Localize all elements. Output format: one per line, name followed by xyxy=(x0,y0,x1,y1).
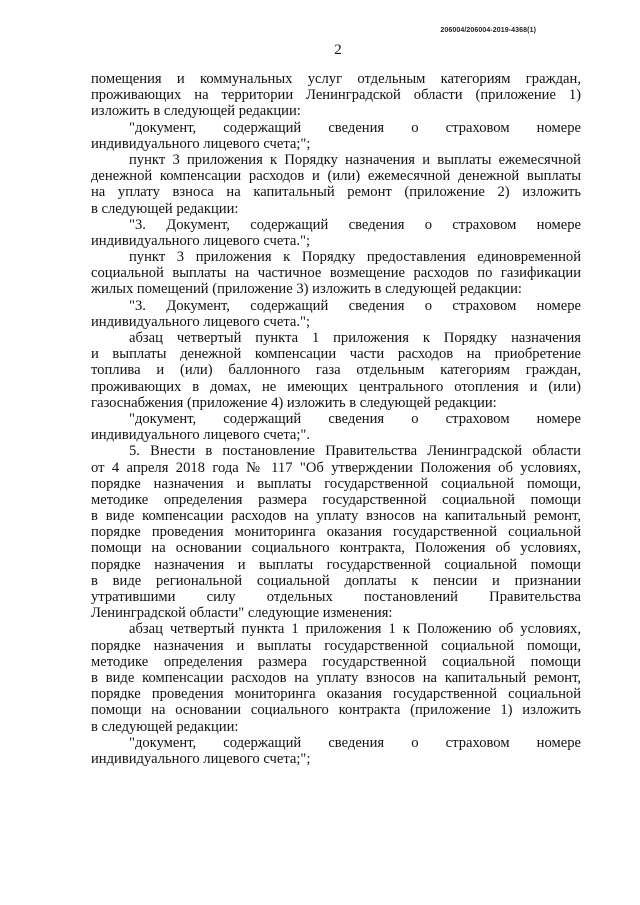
text-line: помещения и коммунальных услуг отдельным категориям граждан, xyxy=(91,71,581,87)
text-line: методике определения размера государственной социальной помощи xyxy=(91,491,581,508)
text-line: абзац четвертый пункта 1 приложения к Порядку назначения xyxy=(129,330,581,346)
text-line: на уплату взноса на капитальный ремонт (приложение 2) изложить xyxy=(91,184,581,201)
text-line: утратившими силу отдельных постановлений Правительства xyxy=(91,589,581,605)
text-line: помощи на основании социального контракта, Положения об условиях, xyxy=(91,540,581,557)
text-line: порядке назначения и выплаты государственной социальной помощи, xyxy=(91,475,581,492)
text-line: помощи на основании социального контракта (приложение 1) изложить xyxy=(91,702,581,719)
text-line: абзац четвертый пункта 1 приложения 1 к Положению об условиях, xyxy=(129,621,581,638)
text-line: Ленинградской области" следующие изменения: xyxy=(91,605,393,622)
text-line: "документ, содержащий сведения о страховом номере xyxy=(129,119,581,136)
text-line: проживающих в домах, не имеющих центрального отопления и (или) xyxy=(91,378,581,395)
text-line: индивидуального лицевого счета;"; xyxy=(91,135,311,152)
text-line: изложить в следующей редакции: xyxy=(91,103,301,120)
text-line: денежной компенсации расходов и (или) ежемесячной денежной выплаты xyxy=(91,168,581,185)
text-line: "3. Документ, содержащий сведения о страховом номере xyxy=(129,297,581,314)
text-line: порядке проведения мониторинга оказания государственной социальной xyxy=(91,524,581,541)
text-line: индивидуального лицевого счета."; xyxy=(91,313,311,330)
text-line: от 4 апреля 2018 года № 117 "Об утверждении Положения об условиях, xyxy=(91,459,581,476)
text-line: в виде компенсации расходов на уплату взносов на капитальный ремонт, xyxy=(91,669,581,686)
document-registration-code: 206004/206004-2019-4368(1) xyxy=(440,27,536,34)
text-line: "документ, содержащий сведения о страховом номере xyxy=(129,734,581,751)
text-line: порядке назначения и выплаты государственной социальной помощи xyxy=(91,556,581,573)
page-number: 2 xyxy=(334,42,342,58)
text-line: социальной выплаты на частичное возмещение расходов по газификации xyxy=(91,265,581,282)
text-line: индивидуального лицевого счета;"; xyxy=(91,750,311,767)
text-line: порядке проведения мониторинга оказания государственной социальной xyxy=(91,686,581,703)
text-line: в следующей редакции: xyxy=(91,200,239,217)
text-line: пункт 3 приложения к Порядку предоставления единовременной xyxy=(129,249,581,266)
text-line: газоснабжения (приложение 4) изложить в следующей редакции: xyxy=(91,394,497,411)
text-line: индивидуального лицевого счета;". xyxy=(91,427,311,444)
text-line: в виде компенсации расходов на уплату взносов на капитальный ремонт, xyxy=(91,508,581,525)
text-line: в следующей редакции: xyxy=(91,718,239,735)
text-line: пункт 3 приложения к Порядку назначения и выплаты ежемесячной xyxy=(129,151,581,168)
text-line: порядке назначения и выплаты государственной социальной помощи, xyxy=(91,637,581,654)
text-line: методике определения размера государственной социальной помощи xyxy=(91,653,581,670)
text-line: "документ, содержащий сведения о страховом номере xyxy=(129,410,581,427)
text-line: индивидуального лицевого счета."; xyxy=(91,232,311,249)
text-line: 5. Внести в постановление Правительства Ленинградской области xyxy=(129,443,581,460)
text-line: в виде региональной социальной доплаты к пенсии и признании xyxy=(91,572,581,589)
text-line: проживающих на территории Ленинградской области (приложение 1) xyxy=(91,87,581,104)
text-line: жилых помещений (приложение 3) изложить в следующей редакции: xyxy=(91,281,522,298)
text-line: топлива и (или) баллонного газа отдельным категориям граждан, xyxy=(91,362,581,379)
text-line: и выплаты денежной компенсации части расходов на приобретение xyxy=(91,346,581,363)
document-body xyxy=(91,71,581,767)
text-line: "3. Документ, содержащий сведения о страховом номере xyxy=(129,216,581,233)
